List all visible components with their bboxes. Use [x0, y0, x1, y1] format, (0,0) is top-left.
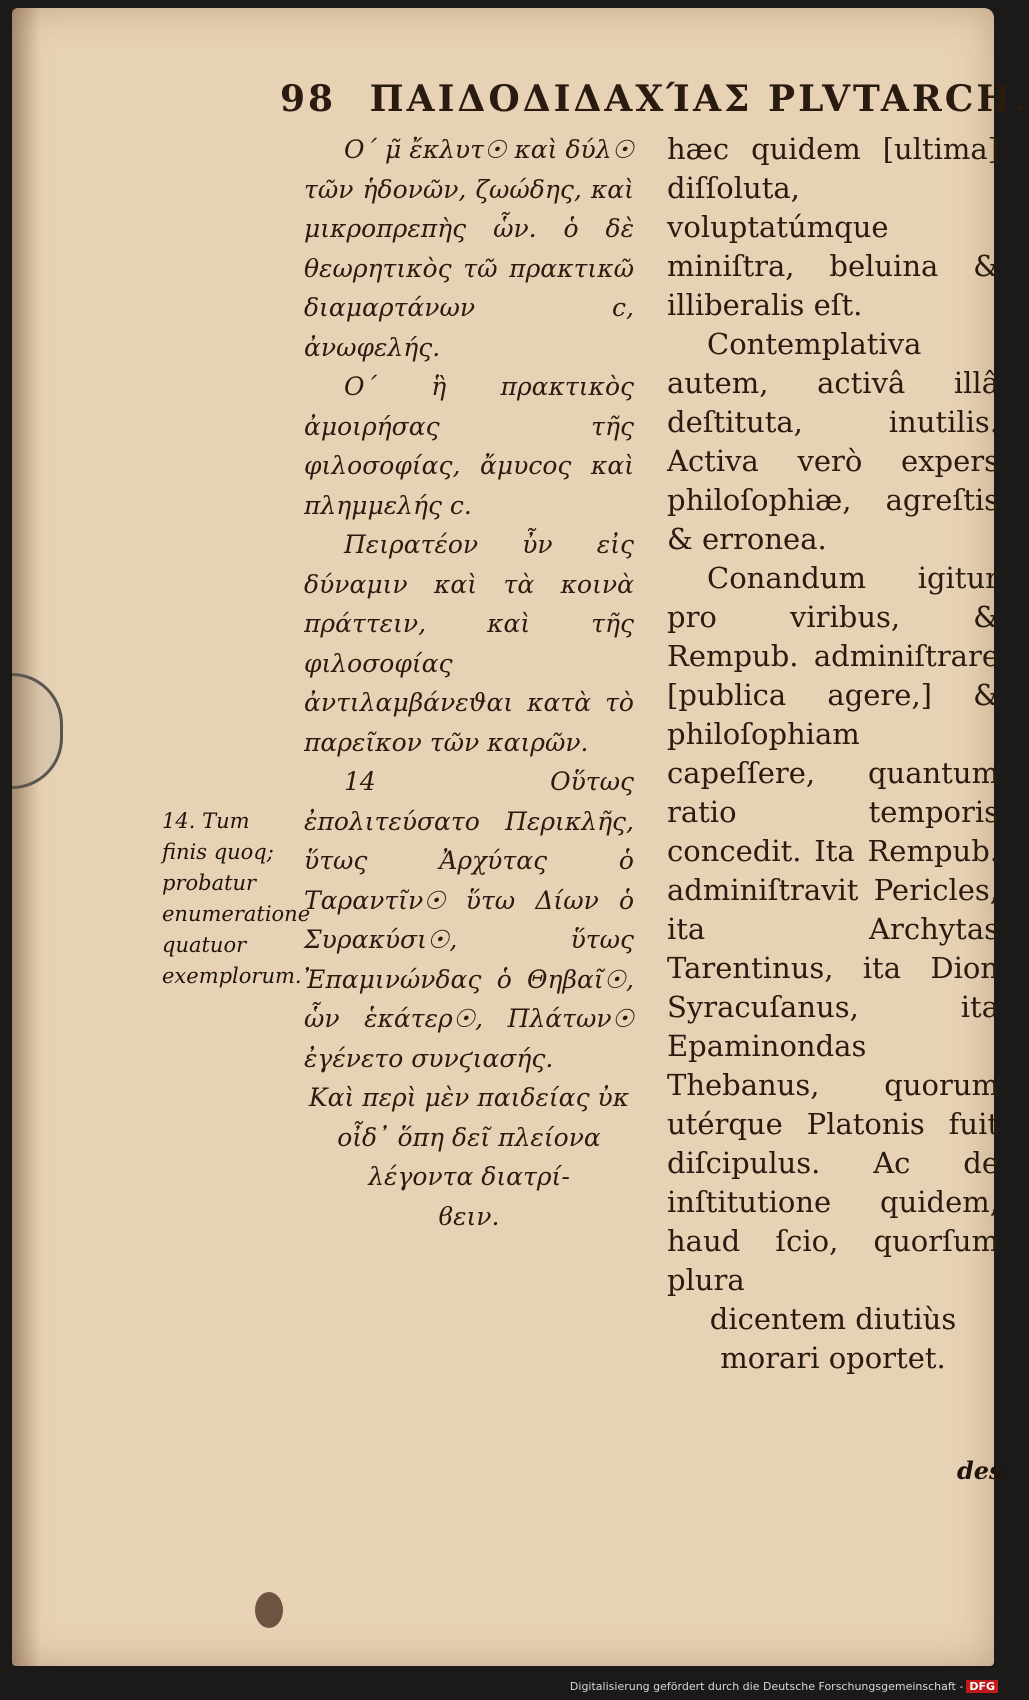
latin-paragraph: Contemplativa autem, activâ illâ deſtituta, inutilis. Activa verò expers philoſophiæ, agreſtis & erronea. [667, 327, 999, 556]
greek-paragraph: Ο΄ ἣ πρακτικὸς ἀμοιρήσας τῆς φιλοσοφίας, ἄμυϲος καὶ πλημμελής ϲ. [304, 372, 634, 520]
greek-column [304, 130, 634, 1236]
latin-paragraph: hæc quidem [ultima] diſſoluta, voluptatúmque miniſtra, beluina & illiberalis eſt. [667, 132, 999, 322]
book-page [12, 8, 1029, 1666]
latin-paragraph: dicentem diutiùs [709, 1302, 957, 1336]
margin-note: 14. Tum finis quoq; probatur enumeratione quatuor exemplorum. [162, 809, 311, 988]
latin-paragraph: Conandum igitur pro viribus, & Rempub. adminiſtrare [publica agere,] & philoſophiam capeſſere, quantum ratio temporis concedit. Ita Rempub. adminiſtravit Pericles, ita Archytas Tarentinus, ita Dion Syracuſanus, ita Epaminondas Thebanus, quorum utérque Platonis fuit diſcipulus. Ac de inſtitutione quidem, haud ſcio, quorſum plura [667, 561, 999, 1297]
greek-paragraph: Πειρατέον ὖν εἰς δύναμιν καὶ τὰ κοινὰ πράττειν, καὶ τῆς φιλοσοφίας ἀντιλαμβάνεϑαι κατὰ τὸ παρεῖκον τῶν καιρῶν. [304, 530, 634, 757]
catchword: des [957, 1456, 1003, 1485]
credit-text: Digitalisierung gefördert durch die Deutsche Forschungsgemeinschaft - [569, 1680, 964, 1693]
ink-stain [255, 1592, 283, 1628]
latin-paragraph: morari oportet. [720, 1341, 946, 1375]
greek-paragraph: Καὶ περὶ μὲν παιδείας ὐκ οἶδ᾽ ὅπη δεῖ πλείονα λέγοντα διατρί- [308, 1083, 630, 1191]
latin-column [667, 130, 999, 1378]
greek-paragraph: Ο΄ μ̃ ἔκλυτ☉ καὶ δύλ☉ τῶν ἡδονῶν, ζωώδης, καὶ μικροπρεπὴς ὧν. ὁ δὲ θεωρητικὸς τῶ πρακτικῶ διαμαρτάνων ϲ, ἀνωφελής. [304, 135, 634, 362]
page-number: 98 [280, 78, 337, 120]
running-header [280, 78, 1029, 120]
dfg-logo: DFG [966, 1680, 998, 1693]
running-title: ΠΑΙΔΟΔΙΔΑΧΊΑΣ PLVTARCH. [369, 78, 1029, 120]
greek-paragraph: ϐειν. [438, 1201, 500, 1231]
digitization-credit [550, 1680, 998, 1693]
greek-paragraph: 14 Οὕτως ἐπολιτεύσατο Περικλῆς, ὕτως Ἀρχύτας ὁ Ταραντῖν☉ ὕτω Δίων ὁ Συρακύσι☉, ὕτως Ἐπαμινώνδας ὁ Θηβαῖ☉, ὧν ἑκάτερ☉, Πλάτων☉ ἐγένετο συνϛιασής. [304, 767, 634, 1073]
page-tab-marker [12, 673, 63, 789]
